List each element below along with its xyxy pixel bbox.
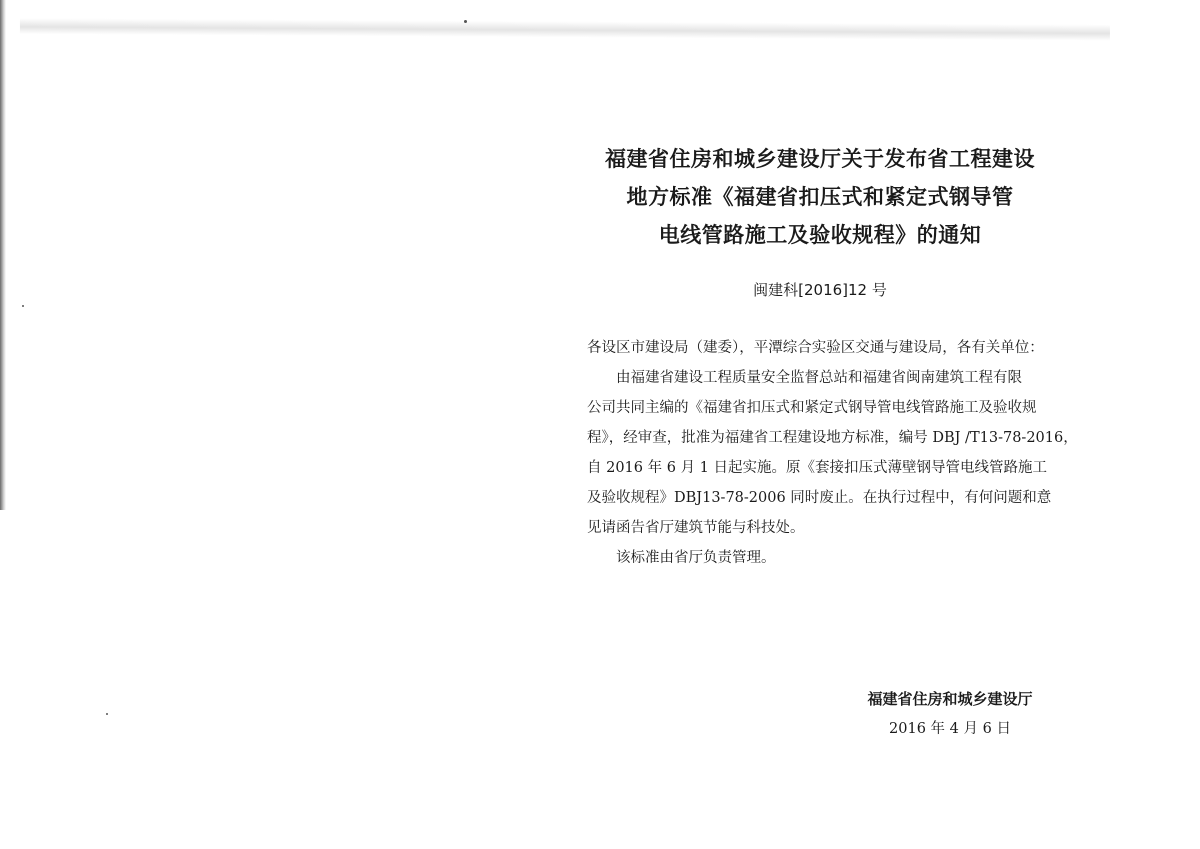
issuing-organization: 福建省住房和城乡建设厅 [867,690,1033,708]
body-line: 及验收规程》DBJ13-78-2006 同时废止。在执行过程中，有何问题和意 [587,490,1052,506]
scan-speck [464,20,467,23]
document-number: 闽建科[2016]12 号 [753,281,887,299]
body-line: 由福建省建设工程质量安全监督总站和福建省闽南建筑工程有限 [616,370,1022,386]
body-line: 程》，经审查，批准为福建省工程建设地方标准，编号 DBJ /T13-78-2016， [587,430,1078,446]
title-line: 电线管路施工及验收规程》的通知 [658,223,982,247]
title-line: 地方标准《福建省扣压式和紧定式钢导管 [626,185,1014,209]
scan-speck [22,305,24,307]
document-title [560,140,1080,254]
body-line: 自 2016 年 6 月 1 日起实施。原《套接扣压式薄壁钢导管电线管路施工 [587,460,1048,476]
document-body [587,333,1087,573]
salutation: 各设区市建设局（建委），平潭综合实验区交通与建设局，各有关单位： [587,340,1044,356]
scan-edge-shadow [0,0,6,510]
scan-top-shadow [20,18,1110,41]
issue-date: 2016 年 4 月 6 日 [889,721,1011,737]
title-line: 福建省住房和城乡建设厅关于发布省工程建设 [605,147,1035,171]
scan-speck [106,713,108,715]
body-line: 该标准由省厅负责管理。 [616,550,776,566]
body-line: 公司共同主编的《福建省扣压式和紧定式钢导管电线管路施工及验收规 [587,400,1037,416]
signature-block [820,686,1080,746]
body-line: 见请函告省厅建筑节能与科技处。 [587,520,805,536]
